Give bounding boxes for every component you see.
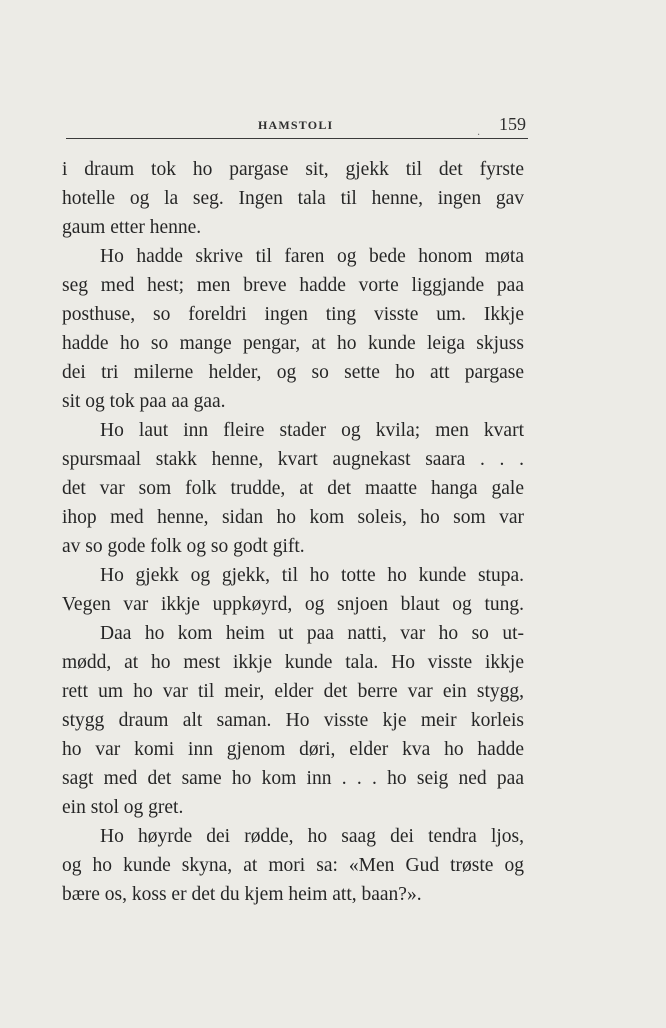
header-mark: . bbox=[477, 127, 481, 138]
text-line: av so gode folk og so godt gift. bbox=[62, 536, 305, 557]
text-line: og ho kunde skyna, at mori sa: «Men Gud trøste og bbox=[62, 855, 524, 876]
text-line: Ho gjekk og gjekk, til ho totte ho kunde stupa. bbox=[100, 565, 524, 586]
text-line: Daa ho kom heim ut paa natti, var ho so ut- bbox=[100, 623, 524, 644]
text-line: ho var komi inn gjenom døri, elder kva ho hadde bbox=[62, 739, 524, 760]
text-line: hadde ho so mange pengar, at ho kunde leiga skjuss bbox=[62, 333, 524, 354]
text-line: ein stol og gret. bbox=[62, 797, 184, 818]
text-line: rett um ho var til meir, elder det berre var ein stygg, bbox=[62, 681, 524, 702]
text-line: Vegen var ikkje uppkøyrd, og snjoen blaut og tung. bbox=[62, 594, 524, 615]
text-line: i draum tok ho pargase sit, gjekk til det fyrste bbox=[62, 159, 524, 180]
text-line: ihop med henne, sidan ho kom soleis, ho som var bbox=[62, 507, 524, 528]
text-line: stygg draum alt saman. Ho visste kje meir korleis bbox=[62, 710, 524, 731]
text-line: seg med hest; men breve hadde vorte liggjande paa bbox=[62, 275, 524, 296]
body-text bbox=[62, 155, 524, 909]
text-line: spursmaal stakk henne, kvart augnekast saara . . . bbox=[62, 449, 524, 470]
text-line: Ho høyrde dei rødde, ho saag dei tendra ljos, bbox=[100, 826, 524, 847]
page-header bbox=[66, 112, 528, 139]
running-title: HAMSTOLI bbox=[258, 118, 334, 132]
text-line: gaum etter henne. bbox=[62, 217, 202, 238]
text-line: det var som folk trudde, at det maatte hanga gale bbox=[62, 478, 524, 499]
text-line: Ho hadde skrive til faren og bede honom møta bbox=[100, 246, 524, 267]
page-number: 159 bbox=[499, 114, 526, 134]
text-line: posthuse, so foreldri ingen ting visste um. Ikkje bbox=[62, 304, 524, 325]
text-line: sit og tok paa aa gaa. bbox=[62, 391, 226, 412]
text-line: Ho laut inn fleire stader og kvila; men kvart bbox=[100, 420, 524, 441]
text-line: hotelle og la seg. Ingen tala til henne, ingen gav bbox=[62, 188, 524, 209]
text-line: mødd, at ho mest ikkje kunde tala. Ho visste ikkje bbox=[62, 652, 524, 673]
text-line: bære os, koss er det du kjem heim att, baan?». bbox=[62, 884, 422, 905]
text-line: sagt med det same ho kom inn . . . ho seig ned paa bbox=[62, 768, 524, 789]
text-line: dei tri milerne helder, og so sette ho att pargase bbox=[62, 362, 524, 383]
